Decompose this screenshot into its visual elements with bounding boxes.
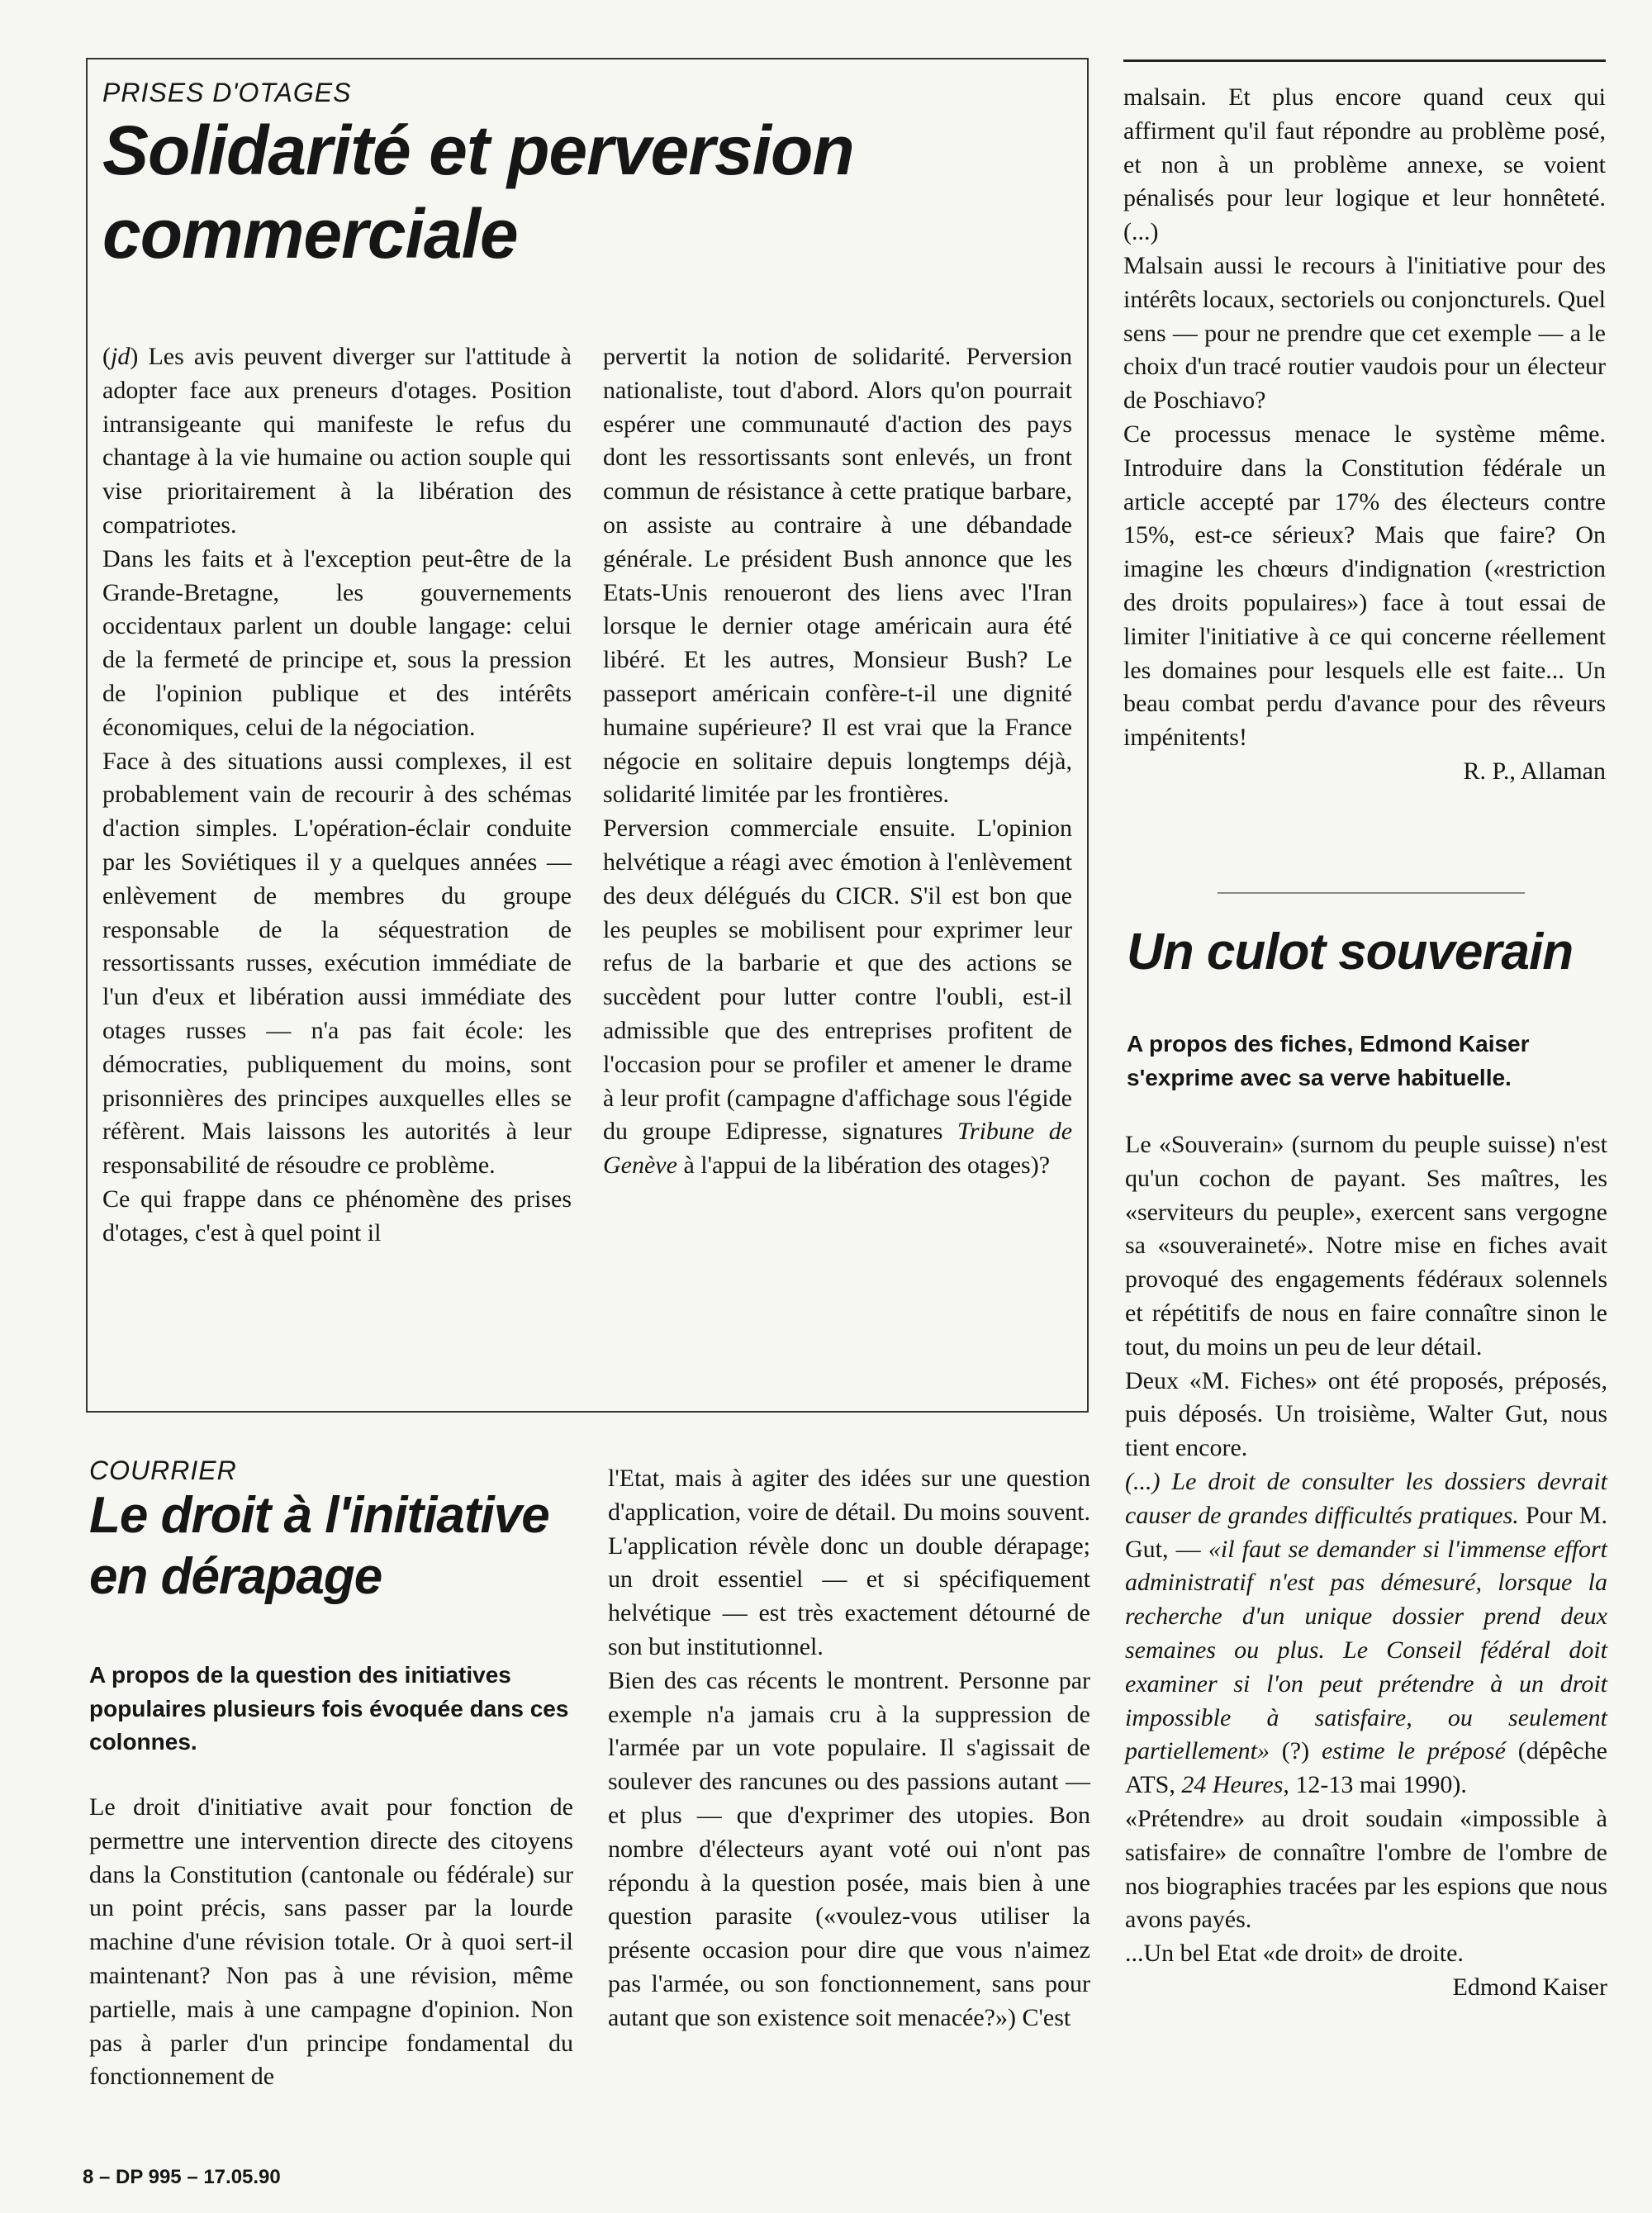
article2-title xyxy=(89,1485,585,1608)
article2-column-3 xyxy=(1123,81,1606,789)
article3-para-2: Deux «M. Fiches» ont été proposés, préposés, puis déposés. Un troisième, Walter Gut, nous tient encore. xyxy=(1125,1366,1607,1462)
article2-col2-para-2: Bien des cas récents le montrent. Personne par exemple n'a jamais cru à la suppression de l'armée par un vote populaire. Il s'agissait de soulever des rancunes ou des passions autant — et plus — que d'exprimer des utopies. Bon nombre d'électeurs ayant voté oui n'ont pas répondu à la question posée, mais bien à une question parasite («voulez-vous utiliser la présente occasion pour dire que vous n'aimez pas l'armée, ou son fonctionnement, sans pour autant que son existence soit menacée?») C'est xyxy=(608,1666,1090,2031)
article1-title-line2: commerciale xyxy=(102,194,518,273)
article2-title-line1: Le droit à l'initiative xyxy=(89,1487,549,1544)
article1-col1-para-1: (jd) Les avis peuvent diverger sur l'attitude à adopter face aux preneurs d'otages. Position intransigeante qui manifeste le refus du chantage à la vie humaine ou action souple qui vise prioritairement à la libération des compatriotes. xyxy=(102,343,572,539)
article1-col1-para-3: Face à des situations aussi complexes, il est probablement vain de recourir à des schémas d'action simples. L'opération-éclair conduite par les Soviétiques il y a quelques années — enlèvement de membres du groupe responsable de la séquestration de ressortissants russes, exécution immédiate de l'un d'eux et libération aussi immédiate des otages russes — n'a pas fait école: les démocraties, publiquement du moins, sont prisonnières des principes auxquelles elles se réfèrent. Mais laissons les autorités à leur responsabilité de résoudre ce problème. xyxy=(102,747,572,1180)
article2-column-2 xyxy=(608,1462,1090,2035)
article3-body xyxy=(1125,1128,1607,2005)
page-footer: 8 – DP 995 – 17.05.90 xyxy=(83,2166,281,2188)
article1-column-2 xyxy=(603,340,1072,1183)
article2-kicker: COURRIER xyxy=(89,1456,237,1485)
article1-col1-para-2: Dans les faits et à l'exception peut-être de la Grande-Bretagne, les gouvernements occidentaux parlent un double langage: celui de la fermeté de principe et, sous la pression de l'opinion publique et des intérêts économiques, celui de la négociation. xyxy=(102,544,572,741)
article2-title-line2: en dérapage xyxy=(89,1548,382,1606)
article2-col3-para-2: Malsain aussi le recours à l'initiative pour des intérêts locaux, sectoriels ou conjoncturels. Quel sens — pour ne prendre que cet exemple — a le choix d'un tracé routier vaudois pour un électeur de Poschiavo? xyxy=(1123,251,1606,415)
article1-title xyxy=(102,109,1077,276)
article3-para-1: Le «Souverain» (surnom du peuple suisse) n'est qu'un cochon de payant. Ses maîtres, les «serviteurs du peuple», exercent sans vergogne sa «souveraineté». Notre mise en fiches avait provoqué des engagements fédéraux solennels et répétitifs de nous en faire connaître sinon le tout, du moins un peu de leur détail. xyxy=(1125,1131,1607,1361)
article2-col1-para-1: Le droit d'initiative avait pour fonction de permettre une intervention directe des citoyens dans la Constitution (cantonale ou fédérale) sur un point précis, sans passer par la lourde machine d'une révision totale. Or à quoi sert-il maintenant? Non pas à une révision, même partielle, mais à une campagne d'opinion. Non pas à parler d'un principe fondamental du fonctionnement de xyxy=(89,1793,573,2091)
article2-lead: A propos de la question des initiatives populaires plusieurs fois évoquée dans ces colonnes. xyxy=(89,1662,569,1755)
article1-col2-para-1: pervertit la notion de solidarité. Perversion nationaliste, tout d'abord. Alors qu'on pourrait espérer une communauté d'action des pays dont les ressortissants sont enlevés, un front commun de résistance à cette pratique barbare, on assiste au contraire à une débandade générale. Le président Bush annonce que les Etats-Unis renoueront des liens avec l'Iran lorsque le dernier otage américain aura été libéré. Et les autres, Monsieur Bush? Le passeport américain confère-t-il une dignité humaine supérieure? Il est vrai que la France négocie en solitaire depuis longtemps déjà, solidarité limitée par les frontières. xyxy=(603,343,1072,809)
article3-para-3: (...) Le droit de consulter les dossiers devrait causer de grandes difficultés pratiques. Pour M. Gut, — «il faut se demander si l'immense effort administratif n'est pas démesuré, lorsque la recherche d'un unique dossier prend deux semaines ou plus. Le Conseil fédéral doit examiner si l'on peut prétendre à un droit impossible à satisfaire, ou seulement partiellement» (?) estime le préposé (dépêche ATS, 24 Heures, 12-13 mai 1990). xyxy=(1125,1467,1608,1799)
article2-col2-para-1: l'Etat, mais à agiter des idées sur une question d'application, voire de détail. Du moins souvent. L'application révèle donc un double dérapage; un droit essentiel — et si spécifiquement helvétique — est très exactement détourné de son but institutionnel. xyxy=(608,1465,1090,1660)
article2-col3-para-3: Ce processus menace le système même. Introduire dans la Constitution fédérale un article accepté par 17% des électeurs contre 15%, est-ce sérieux? Mais que faire? On imagine les chœurs d'indignation («restriction des droits populaires») face à tout essai de limiter l'initiative à ce qui concerne réellement les domaines pour lesquels elle est faite... Un beau combat perdu d'avance pour des rêveurs impénitents! xyxy=(1123,420,1606,752)
article1-kicker: PRISES D'OTAGES xyxy=(102,78,352,107)
article2-column-1 xyxy=(89,1791,573,2094)
article1-col1-para-4: Ce qui frappe dans ce phénomène des prises d'otages, c'est à quel point il xyxy=(102,1185,572,1247)
right-column-top-rule xyxy=(1123,59,1606,62)
article3-lead: A propos des fiches, Edmond Kaiser s'exprime avec sa verve habituelle. xyxy=(1127,1031,1530,1090)
article1-column-1 xyxy=(102,340,572,1251)
article1-title-line1: Solidarité et perversion xyxy=(102,112,854,189)
article2-signature: R. P., Allaman xyxy=(1463,757,1606,785)
article2-col3-para-1: malsain. Et plus encore quand ceux qui affirment qu'il faut répondre au problème posé, et non à un problème annexe, se voient pénalisés pour leur logique et leur honnêteté. (...) xyxy=(1123,83,1606,246)
article3-para-4: «Prétendre» au droit soudain «impossible à satisfaire» de connaître l'ombre de l'ombre de nos biographies tracées par les espions que nous avons payés. xyxy=(1125,1804,1607,1934)
article3-signature: Edmond Kaiser xyxy=(1452,1973,1607,2001)
article3-title: Un culot souverain xyxy=(1127,924,1574,981)
article-separator-rule xyxy=(1218,892,1525,894)
article1-col2-para-2: Perversion commerciale ensuite. L'opinion helvétique a réagi avec émotion à l'enlèvement des deux délégués du CICR. S'il est bon que les peuples se mobilisent pour exprimer leur refus de la barbarie et que des actions se succèdent pour lutter contre l'oubli, est-il admissible que des entreprises profitent de l'occasion pour se profiler et amener le drame à leur profit (campagne d'affichage sous l'égide du groupe Edipresse, signatures Tribune de Genève à l'appui de la libération des otages)? xyxy=(603,814,1073,1180)
article3-para-5: ...Un bel Etat «de droit» de droite. xyxy=(1125,1940,1464,1968)
